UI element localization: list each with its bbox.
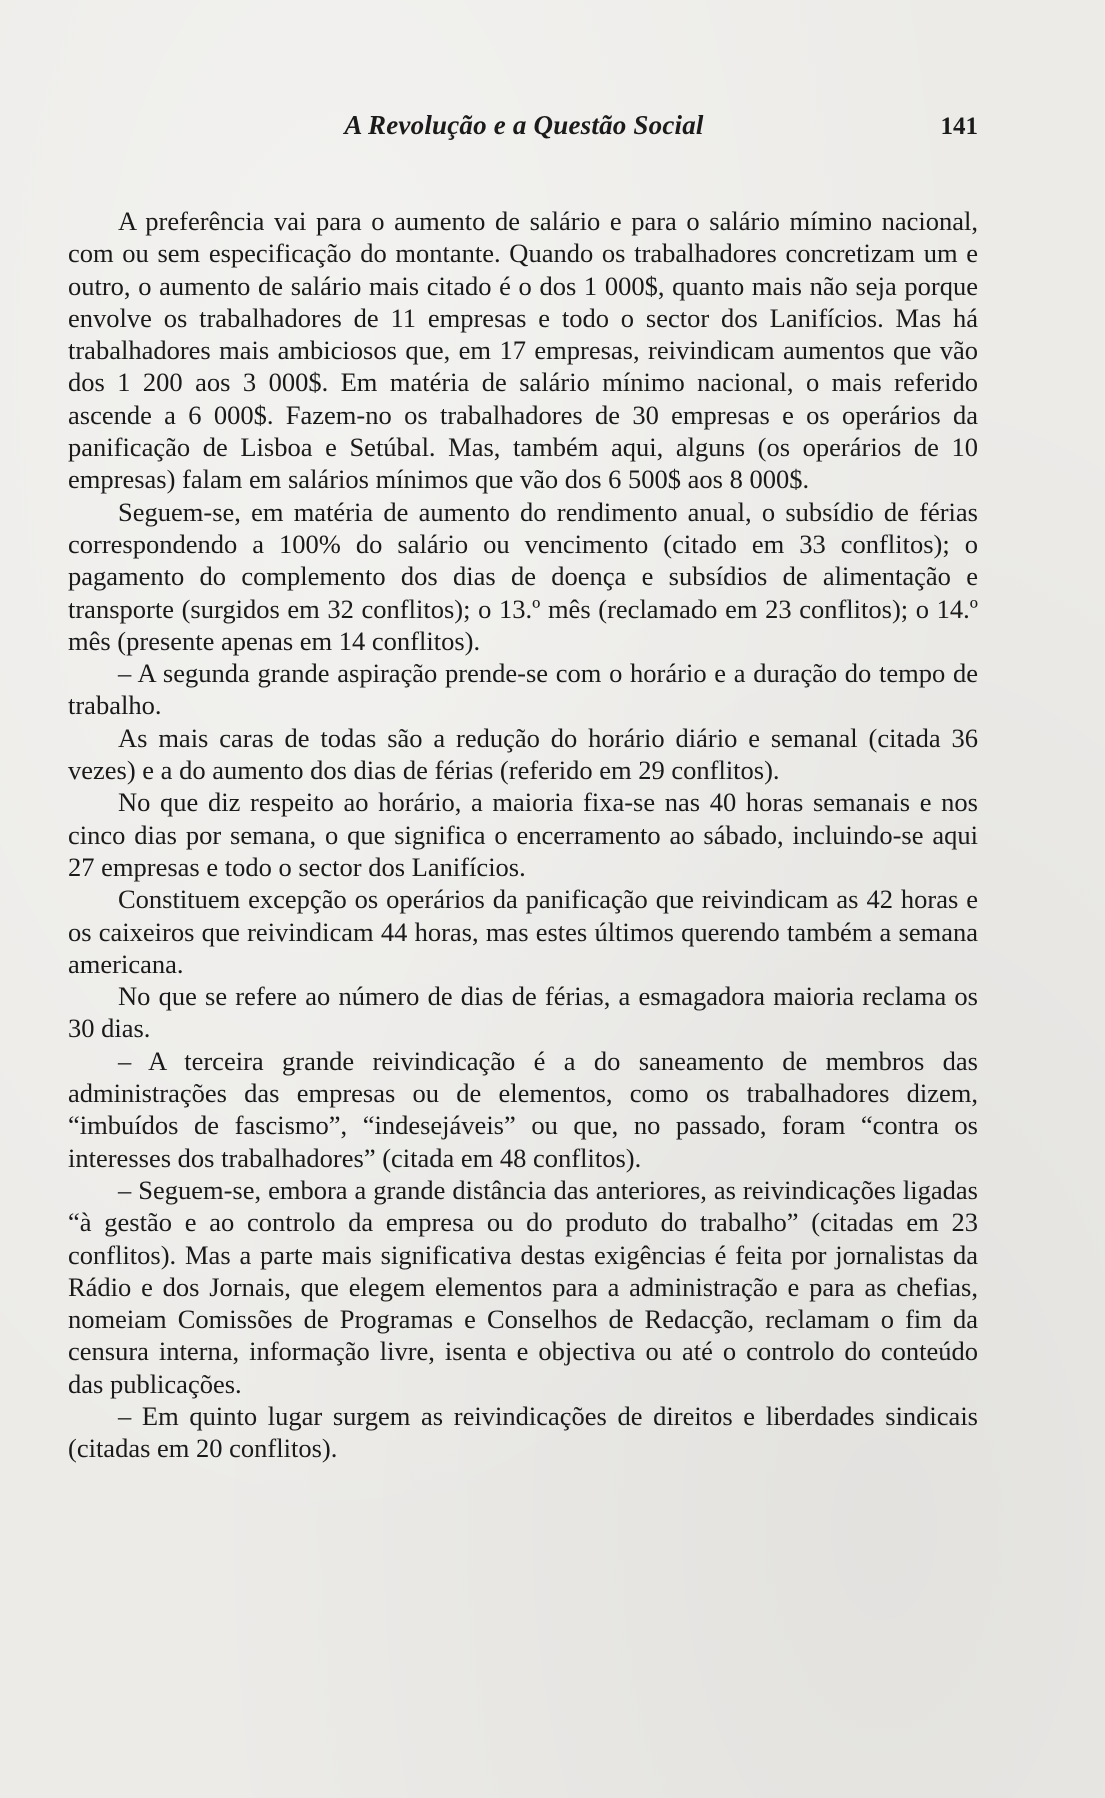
paragraph-second-aspiration: – A segunda grande aspiração prende-se com o horário e a duração do tempo de trabalho. — [68, 658, 978, 721]
paragraph-management-control: – Seguem-se, embora a grande distância das anteriores, as reivindicações ligadas “à gestão e ao controlo da empresa ou do produto do trabalho” (citadas em 23 conflitos). Mas a parte mais significativa destas exigências é feita por jornalistas da Rádio e dos Jornais, que elegem elementos para a administração e para as chefias, nomeiam Comissões de Programas e Conselhos de Redacção, reclamam o fim da censura interna, informação livre, isenta e objectiva ou até o controlo do conteúdo das publicações. — [68, 1174, 978, 1399]
paragraph-forty-hours: No que diz respeito ao horário, a maioria fixa-se nas 40 horas semanais e nos cinco dias por semana, o que significa o encerramento ao sábado, incluindo-se aqui 27 empresas e todo o sector dos Lanifícios. — [68, 787, 978, 882]
paragraph-salary: A preferência vai para o aumento de salário e para o salário mímino nacional, com ou sem especificação do montante. Quando os trabalhadores concretizam um e outro, o aumento de salário mais citado é o dos 1 000$, quanto mais não seja porque envolve os trabalhadores de 11 empresas e todo o sector dos Lanifícios. Mas há trabalhadores mais ambiciosos que, em 17 empresas, reivindicam aumentos que vão dos 1 200 aos 3 000$. Em matéria de salário mínimo nacional, o mais referido ascende a 6 000$. Fazem-no os trabalhadores de 30 empresas e os operários da panificação de Lisboa e Setúbal. Mas, também aqui, alguns (os operários de 10 empresas) falam em salários mínimos que vão dos 6 500$ aos 8 000$. — [68, 206, 978, 495]
paragraph-third-demand: – A terceira grande reivindicação é a do saneamento de membros das administrações das empresas ou de elementos, como os trabalhadores dizem, “imbuídos de fascismo”, “indesejáveis” ou que, no passado, foram “contra os interesses dos trabalhadores” (citada em 48 conflitos). — [68, 1045, 978, 1173]
paragraph-exceptions: Constituem excepção os operários da panificação que reivindicam as 42 horas e os caixeiros que reivindicam 44 horas, mas estes últimos querendo também a semana americana. — [68, 884, 978, 979]
page-number: 141 — [940, 113, 978, 140]
paragraph-union-rights: – Em quinto lugar surgem as reivindicações de direitos e liberdades sindicais (citadas em 20 conflitos). — [68, 1400, 978, 1464]
running-title: A Revolução e a Questão Social — [344, 110, 704, 140]
paragraph-holidays: No que se refere ao número de dias de férias, a esmagadora maioria reclama os 30 dias. — [68, 981, 978, 1044]
paragraph-annual-income: Seguem-se, em matéria de aumento do rendimento anual, o subsídio de férias correspondendo a 100% do salário ou vencimento (citado em 33 conflitos); o pagamento do complemento dos dias de doença e subsídios de alimentação e transporte (surgidos em 32 conflitos); o 13.º mês (reclamado em 23 conflitos); o 14.º mês (presente apenas em 14 conflitos). — [68, 496, 978, 656]
paragraph-working-hours: As mais caras de todas são a redução do horário diário e semanal (citada 36 vezes) e a do aumento dos dias de férias (referido em 29 conflitos). — [68, 722, 978, 786]
page-header — [70, 110, 978, 150]
body-text — [68, 205, 978, 1465]
